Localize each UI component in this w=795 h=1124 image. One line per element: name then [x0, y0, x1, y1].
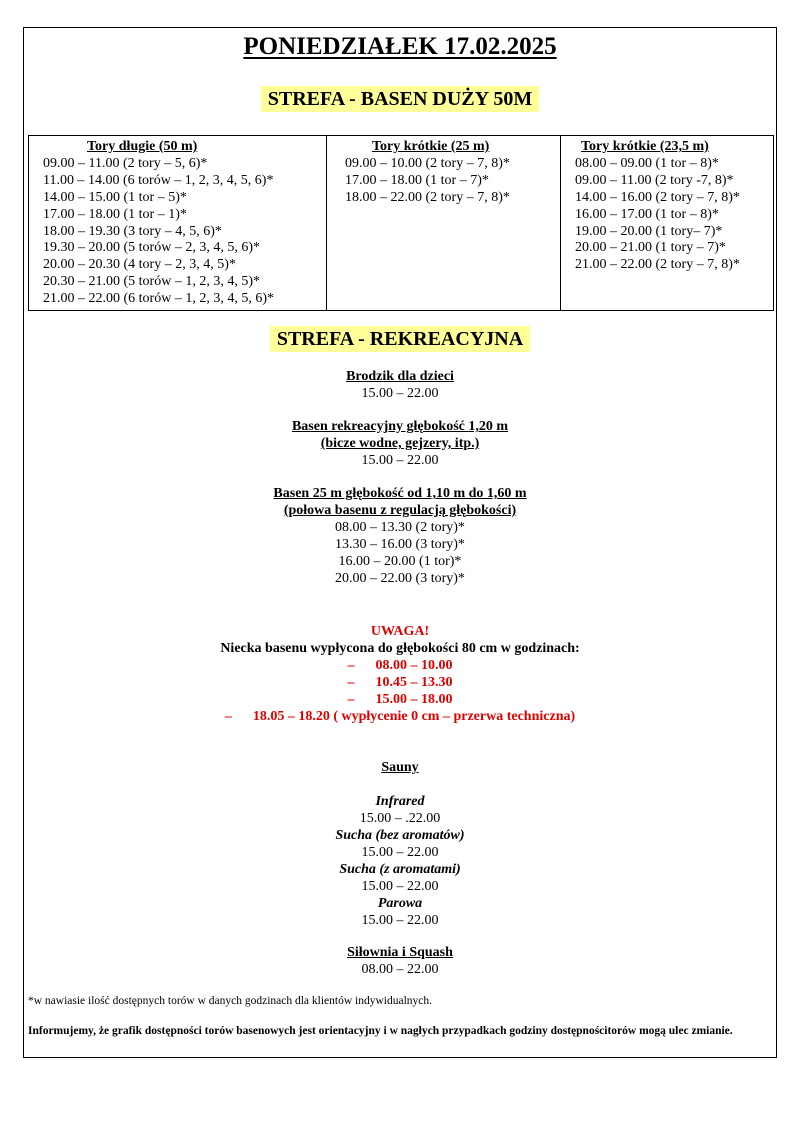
lane-row: 09.00 – 11.00 (2 tory – 5, 6)*: [43, 155, 208, 171]
lanes-column-header: Tory krótkie (25 m): [372, 139, 490, 154]
sauna-hours: 15.00 – 22.00: [361, 845, 439, 860]
lane-row: 20.30 – 21.00 (5 torów – 1, 2, 3, 4, 5)*: [43, 274, 260, 290]
pool-25m-row: 13.30 – 16.00 (3 tory)*: [335, 537, 465, 552]
pool-25m-title: Basen 25 m głębokość od 1,10 m do 1,60 m: [273, 486, 527, 501]
zone-recreation-heading: STREFA - REKREACYJNA: [24, 328, 776, 351]
lane-row: 14.00 – 16.00 (2 tory – 7, 8)*: [575, 189, 740, 205]
lane-row: 17.00 – 18.00 (1 tor – 1)*: [43, 206, 187, 222]
lane-row: 21.00 – 22.00 (2 tory – 7, 8)*: [575, 257, 740, 273]
lane-row: 09.00 – 11.00 (2 tory -7, 8)*: [575, 172, 734, 188]
sauna-name: Sucha (z aromatami): [339, 862, 461, 877]
schedule-frame: [23, 27, 777, 1058]
gym-section: [24, 944, 776, 978]
lanes-table: [28, 135, 774, 311]
sauna-hours: 15.00 – 22.00: [361, 913, 439, 928]
warning-text: Niecka basenu wypłycona do głębokości 80 cm w godzinach:: [220, 641, 580, 656]
lane-row: 18.00 – 19.30 (3 tory – 4, 5, 6)*: [43, 223, 222, 239]
lane-row: 20.00 – 21.00 (1 tory – 7)*: [575, 240, 726, 256]
saunas-section: [24, 759, 776, 929]
warning-title: UWAGA!: [370, 624, 430, 639]
kids-pool-hours: 15.00 – 22.00: [361, 386, 439, 401]
lane-row: 18.00 – 22.00 (2 tory – 7, 8)*: [345, 189, 510, 205]
pool-25m-section: [24, 485, 776, 587]
sauna-hours: 15.00 – 22.00: [361, 879, 439, 894]
shallow-hours-row: – 08.00 – 10.00: [347, 658, 453, 673]
gym-title: Siłownia i Squash: [347, 945, 453, 960]
sauna-name: Sucha (bez aromatów): [335, 828, 465, 843]
sauna-name: Parowa: [377, 896, 423, 911]
lane-row: 19.00 – 20.00 (1 tory– 7)*: [575, 223, 723, 239]
shallow-hours-row: – 10.45 – 13.30: [347, 675, 453, 690]
lane-row: 11.00 – 14.00 (6 torów – 1, 2, 3, 4, 5, 6)*: [43, 172, 274, 188]
lanes-column-long: [29, 136, 327, 311]
technical-break-row: – 18.05 – 18.20 ( wypłycenie 0 cm – przerwa techniczna): [224, 709, 576, 724]
shallow-hours-row: – 15.00 – 18.00: [347, 692, 453, 707]
recreation-pool-title: Basen rekreacyjny głębokość 1,20 m: [291, 419, 509, 434]
lanes-column-short-25: [327, 136, 561, 311]
info-note: Informujemy, że grafik dostępności torów basenowych jest orientacyjny i w nagłych przypadkach godziny dostępnościtorów mogą ulec zmianie.: [28, 1025, 733, 1037]
lane-row: 09.00 – 10.00 (2 tory – 7, 8)*: [345, 155, 510, 171]
page-title: PONIEDZIAŁEK 17.02.2025: [243, 33, 557, 60]
sauna-name: Infrared: [375, 794, 425, 809]
recreation-pool-section: [24, 418, 776, 469]
pool-25m-row: 08.00 – 13.30 (2 tory)*: [335, 520, 465, 535]
saunas-title: Sauny: [381, 760, 419, 775]
lane-row: 08.00 – 09.00 (1 tor – 8)*: [575, 155, 719, 171]
zone-main-pool-heading: STREFA - BASEN DUŻY 50M: [24, 88, 776, 111]
lane-row: 14.00 – 15.00 (1 tor – 5)*: [43, 189, 187, 205]
lane-row: 20.00 – 20.30 (4 tory – 2, 3, 4, 5)*: [43, 257, 236, 273]
lanes-column-short-23-5: [561, 136, 774, 311]
kids-pool-section: [24, 368, 776, 402]
pool-25m-row: 20.00 – 22.00 (3 tory)*: [335, 571, 465, 586]
recreation-pool-hours: 15.00 – 22.00: [361, 453, 439, 468]
lanes-column-header: Tory krótkie (23,5 m): [581, 139, 709, 154]
pool-25m-row: 16.00 – 20.00 (1 tor)*: [338, 554, 462, 569]
sauna-hours: 15.00 – .22.00: [359, 811, 441, 826]
lane-row: 19.30 – 20.00 (5 torów – 2, 3, 4, 5, 6)*: [43, 240, 260, 256]
kids-pool-title: Brodzik dla dzieci: [346, 369, 454, 384]
pool-25m-subtitle: (połowa basenu z regulacją głębokości): [283, 503, 517, 518]
lane-row: 21.00 – 22.00 (6 torów – 1, 2, 3, 4, 5, 6)*: [43, 291, 274, 307]
lane-row: 16.00 – 17.00 (1 tor – 8)*: [575, 206, 719, 222]
footnote: *w nawiasie ilość dostępnych torów w danych godzinach dla klientów indywidualnych.: [28, 995, 433, 1007]
lane-row: 17.00 – 18.00 (1 tor – 7)*: [345, 172, 489, 188]
recreation-pool-subtitle: (bicze wodne, gejzery, itp.): [320, 436, 480, 451]
gym-hours: 08.00 – 22.00: [361, 962, 439, 977]
warning-section: [24, 623, 776, 725]
lanes-column-header: Tory długie (50 m): [87, 139, 198, 154]
